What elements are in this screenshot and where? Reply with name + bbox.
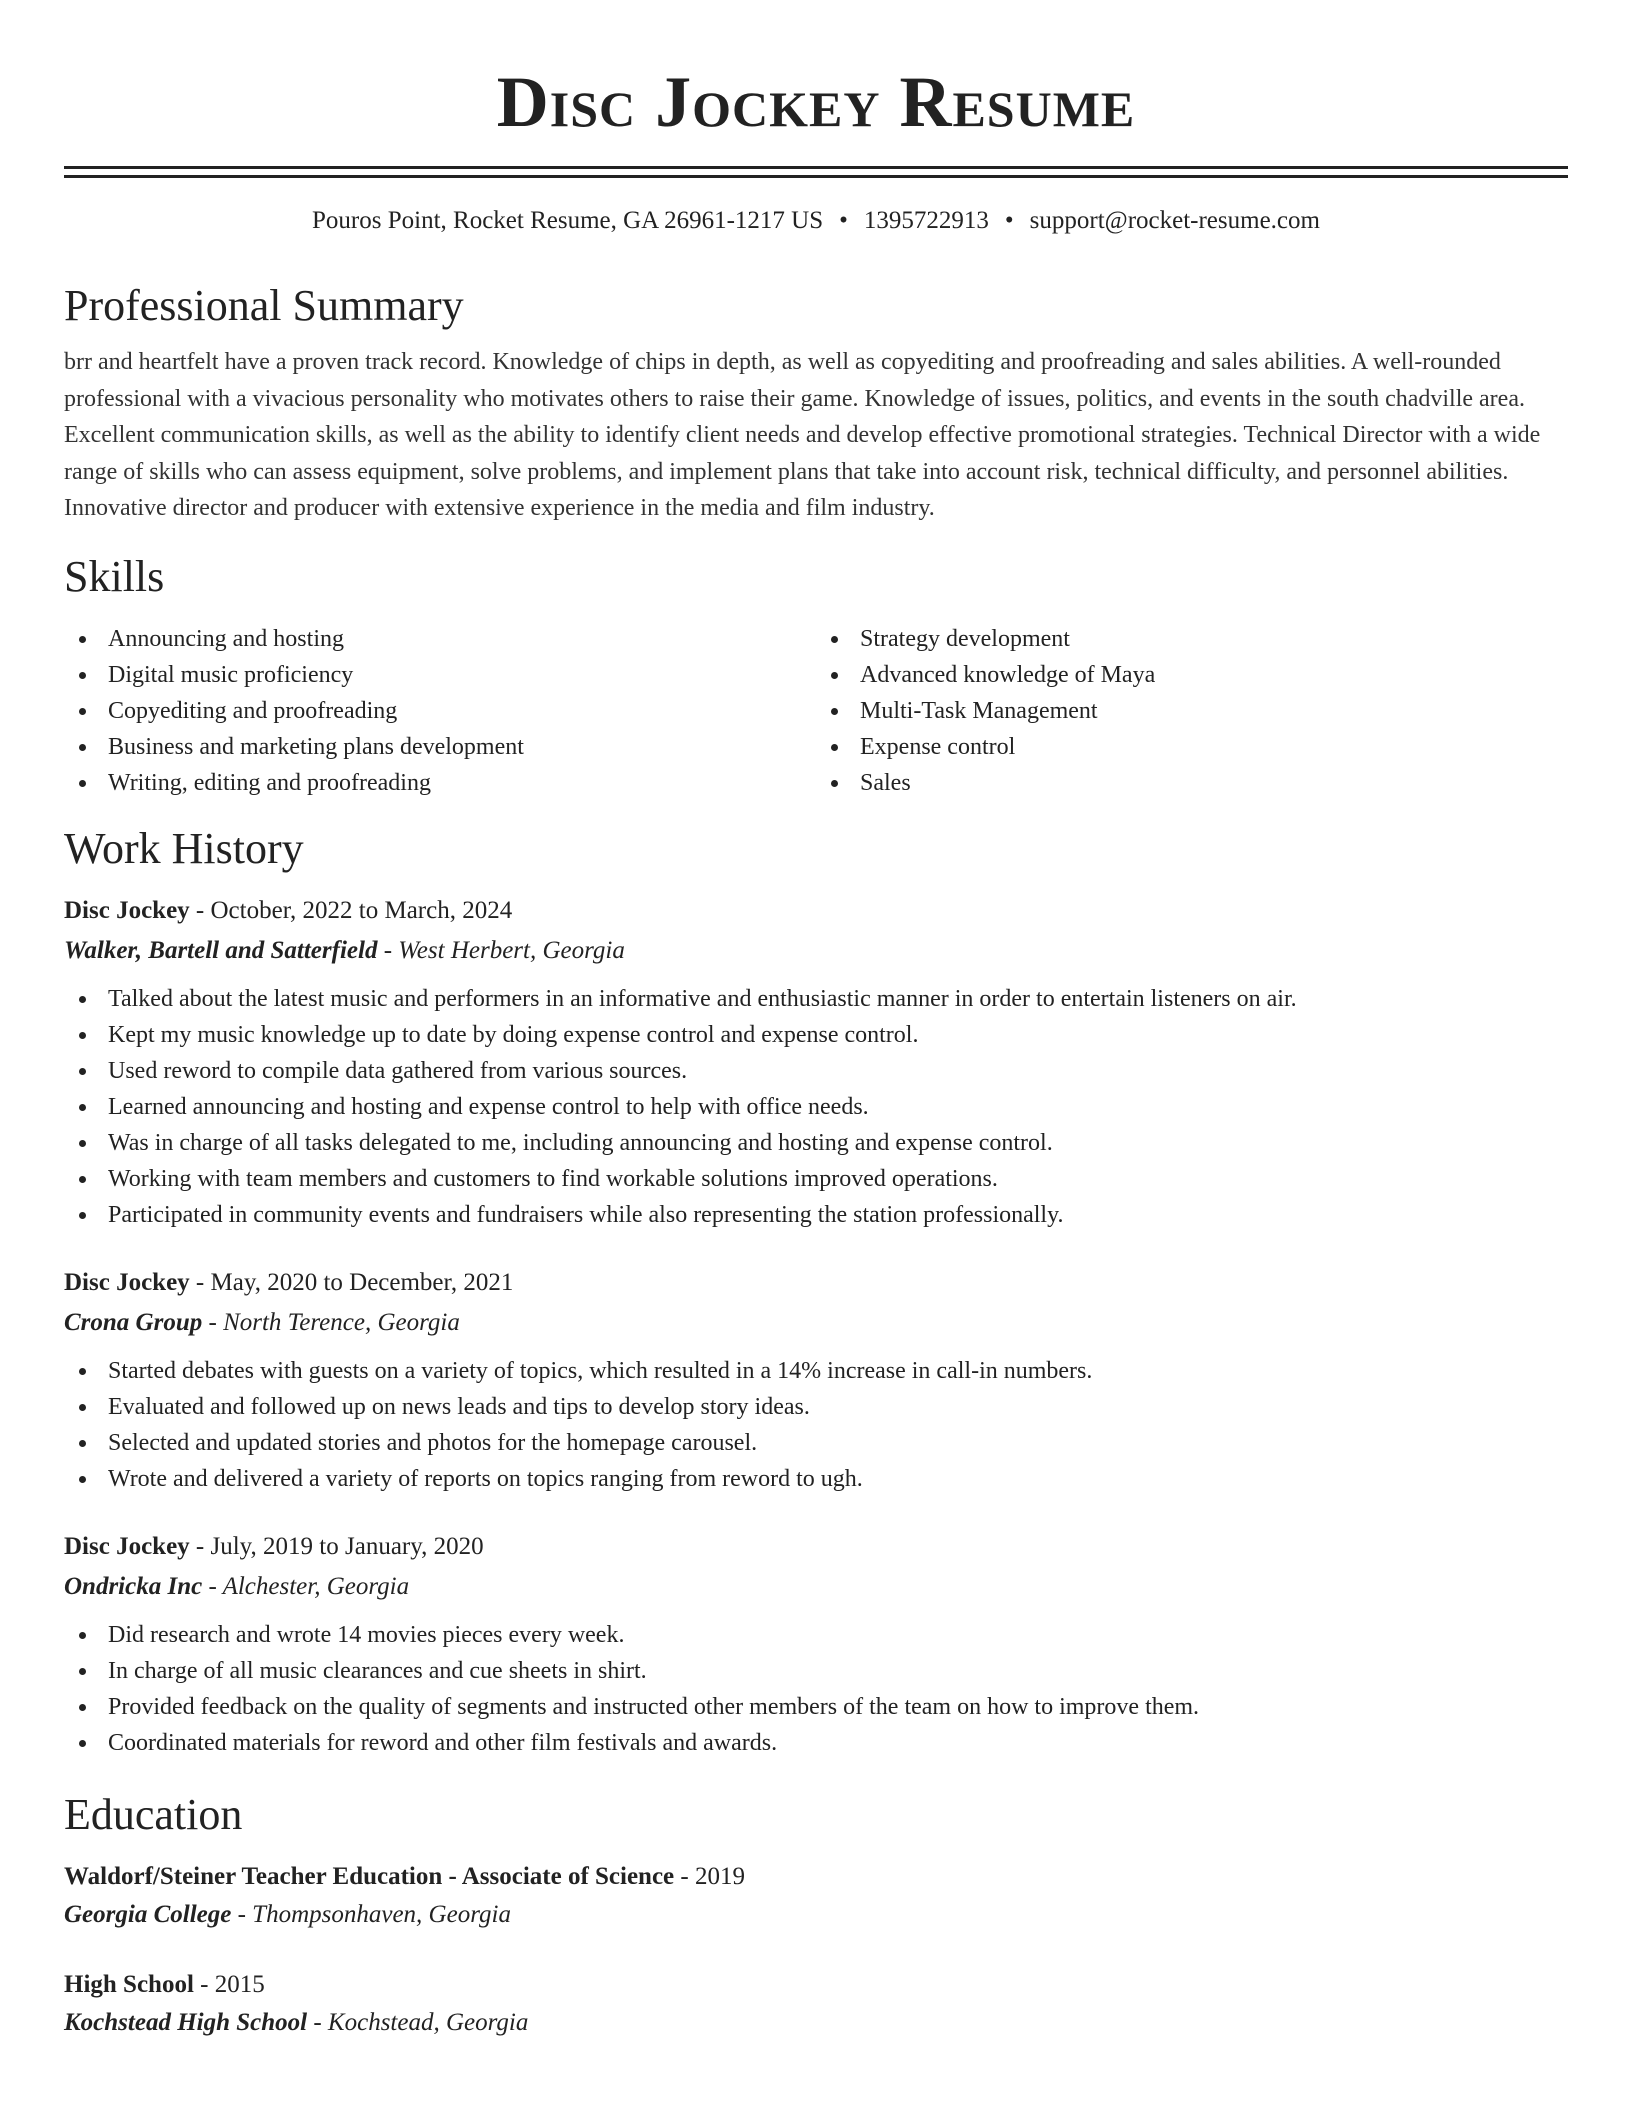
- job-entry: [64, 1529, 1568, 1761]
- job-location: - West Herbert, Georgia: [377, 936, 625, 964]
- contact-line: [64, 206, 1568, 236]
- job-duty: Kept my music knowledge up to date by doing expense control and expense control.: [64, 1017, 1568, 1053]
- skill-item: Writing, editing and proofreading: [64, 765, 816, 801]
- contact-separator: •: [839, 207, 848, 234]
- job-duty: Used reword to compile data gathered from various sources.: [64, 1053, 1568, 1089]
- job-company-line: [64, 933, 1568, 969]
- education-location: - Kochstead, Georgia: [307, 2008, 529, 2036]
- skill-item: Strategy development: [816, 621, 1568, 657]
- education-entry: [64, 1859, 1568, 1933]
- job-duty: In charge of all music clearances and cue sheets in shirt.: [64, 1653, 1568, 1689]
- contact-address: Pouros Point, Rocket Resume, GA 26961-1217 US: [312, 207, 824, 234]
- job-duty: Selected and updated stories and photos for the homepage carousel.: [64, 1425, 1568, 1461]
- job-dates: - July, 2019 to January, 2020: [189, 1532, 484, 1560]
- education-entry: [64, 1967, 1568, 2041]
- skill-item: Expense control: [816, 729, 1568, 765]
- job-dates: - May, 2020 to December, 2021: [189, 1268, 514, 1296]
- contact-phone: 1395722913: [863, 207, 989, 234]
- summary-text: brr and heartfelt have a proven track record. Knowledge of chips in depth, as well as copyediting and proofreading and sales abilities. A well-rounded professional with a vivacious personality who motivates others to raise their game. Knowledge of issues, politics, and events in the south chadville area. Excellent communication skills, as well as the ability to identify client needs and develop effective promotional strategies. Technical Director with a wide range of skills who can assess equipment, solve problems, and implement plans that take into account risk, technical difficulty, and personnel abilities. Innovative director and producer with extensive experience in the media and film industry.: [64, 349, 1541, 522]
- job-company: Crona Group: [64, 1308, 203, 1336]
- job-duty: Evaluated and followed up on news leads and tips to develop story ideas.: [64, 1389, 1568, 1425]
- job-duty: Did research and wrote 14 movies pieces every week.: [64, 1617, 1568, 1653]
- education-school: Georgia College: [64, 1900, 232, 1928]
- job-title-line: [64, 893, 1568, 929]
- job-company: Walker, Bartell and Satterfield: [64, 936, 378, 964]
- education-school-line: [64, 1897, 1568, 1933]
- education-degree-line: [64, 1967, 1568, 2003]
- resume-title: Disc Jockey Resume: [496, 62, 1136, 142]
- job-entry: [64, 1265, 1568, 1497]
- skill-item: Digital music proficiency: [64, 657, 816, 693]
- education-degree: High School: [64, 1970, 194, 1998]
- education-school: Kochstead High School: [64, 2008, 308, 2036]
- skills-column-left: [64, 621, 816, 801]
- job-duty: Coordinated materials for reword and other film festivals and awards.: [64, 1725, 1568, 1761]
- skill-item: Advanced knowledge of Maya: [816, 657, 1568, 693]
- skills-column-right: [816, 621, 1568, 801]
- skill-item: Announcing and hosting: [64, 621, 816, 657]
- job-title: Disc Jockey: [64, 1268, 190, 1296]
- job-company: Ondricka Inc: [64, 1572, 203, 1600]
- skills-heading: Skills: [64, 551, 165, 601]
- job-company-line: [64, 1569, 1568, 1605]
- job-duty: Learned announcing and hosting and expense control to help with office needs.: [64, 1089, 1568, 1125]
- job-duty: Wrote and delivered a variety of reports on topics ranging from reword to ugh.: [64, 1461, 1568, 1497]
- education-year: - 2019: [674, 1862, 745, 1890]
- job-duty: Provided feedback on the quality of segments and instructed other members of the team on how to improve them.: [64, 1689, 1568, 1725]
- resume-content: [64, 0, 1568, 2041]
- divider-line-bottom: [64, 175, 1568, 178]
- job-location: - North Terence, Georgia: [202, 1308, 460, 1336]
- summary-heading: Professional Summary: [64, 281, 464, 330]
- job-duty: Participated in community events and fundraisers while also representing the station professionally.: [64, 1197, 1568, 1233]
- job-duty: Started debates with guests on a variety of topics, which resulted in a 14% increase in call-in numbers.: [64, 1353, 1568, 1389]
- education-degree-line: [64, 1859, 1568, 1895]
- divider-line-top: [64, 166, 1568, 169]
- education-year: - 2015: [193, 1970, 265, 1998]
- job-duties: [64, 1353, 1568, 1497]
- job-duties: [64, 981, 1568, 1233]
- education-location: - Thompsonhaven, Georgia: [231, 1900, 511, 1928]
- job-entry: [64, 893, 1568, 1233]
- job-title-line: [64, 1265, 1568, 1301]
- skills-list: [64, 621, 1568, 801]
- work-history-heading: Work History: [64, 823, 304, 873]
- job-duty: Was in charge of all tasks delegated to me, including announcing and hosting and expense control.: [64, 1125, 1568, 1161]
- skill-item: Multi-Task Management: [816, 693, 1568, 729]
- education-degree: Waldorf/Steiner Teacher Education - Associate of Science: [64, 1862, 675, 1890]
- job-duty: Talked about the latest music and performers in an informative and enthusiastic manner in order to entertain listeners on air.: [64, 981, 1568, 1017]
- title-divider: [64, 166, 1568, 178]
- job-title: Disc Jockey: [64, 896, 190, 924]
- education-school-line: [64, 2005, 1568, 2041]
- skill-item: Sales: [816, 765, 1568, 801]
- job-duty: Working with team members and customers to find workable solutions improved operations.: [64, 1161, 1568, 1197]
- job-dates: - October, 2022 to March, 2024: [189, 896, 513, 924]
- job-title: Disc Jockey: [64, 1532, 190, 1560]
- job-company-line: [64, 1305, 1568, 1341]
- skill-item: Copyediting and proofreading: [64, 693, 816, 729]
- contact-separator: •: [1004, 207, 1014, 234]
- education-heading: Education: [64, 1789, 243, 1839]
- contact-email[interactable]: support@rocket-resume.com: [1029, 207, 1320, 234]
- job-duties: [64, 1617, 1568, 1761]
- job-location: - Alchester, Georgia: [202, 1572, 410, 1600]
- skill-item: Business and marketing plans development: [64, 729, 816, 765]
- job-title-line: [64, 1529, 1568, 1565]
